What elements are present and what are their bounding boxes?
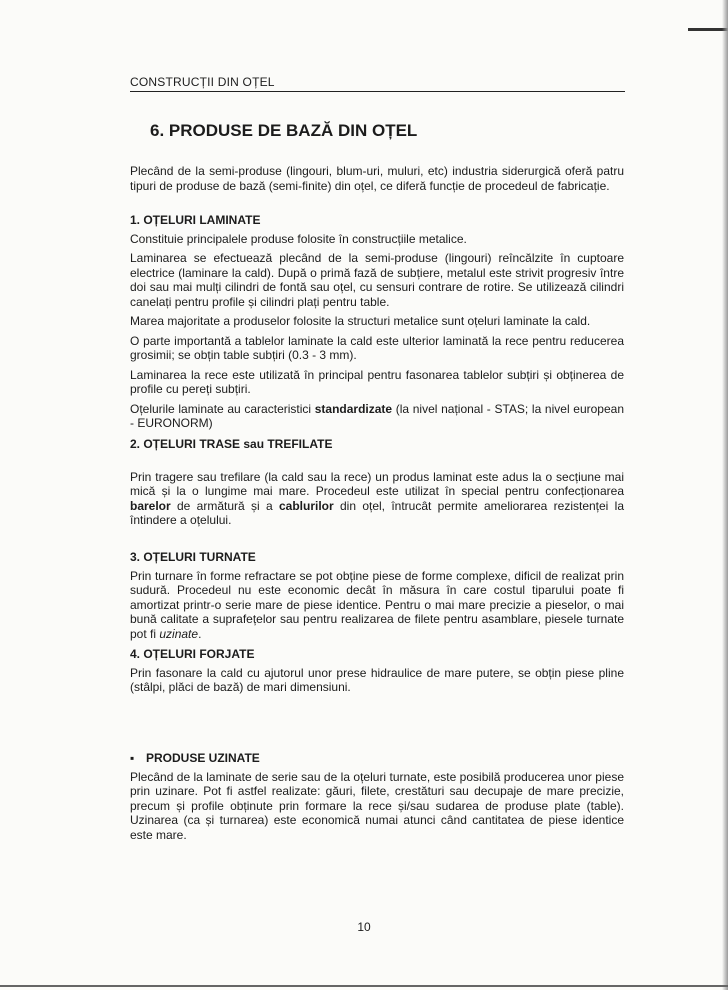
scan-edge-shadow [722,0,728,990]
text-run: Oțelurile laminate au caracteristici [130,401,315,416]
text-run: de armătură și a [170,498,279,513]
section-heading: 4. OȚELURI FORJATE [130,647,255,661]
text-run: Prin tragere sau trefilare (la cald sau la rece) un produs laminat este adus la o secțiune mai mică și la o lungime mai mare. Procedeul este utilizat în special pentru confecționarea [130,469,624,498]
text-run: (la nivel național - STAS; la nivel european - EURONORM) [130,401,624,430]
chapter-title: 6. PRODUSE DE BAZĂ DIN OȚEL [150,121,418,140]
italic-term: uzinate [159,626,199,641]
bold-term: barelor [130,498,171,513]
section-heading: 2. OȚELURI TRASE sau TREFILATE [130,437,333,451]
page-number: 10 [357,920,371,934]
intro-paragraph: Plecând de la semi-produse (lingouri, blum-uri, muluri, etc) industria siderurgică oferă patru tipuri de produse de bază (semi-finite) din oțel, ce diferă funcție de procedeul de fabricație. [130,164,624,193]
bold-term: standardizate [314,401,393,416]
paragraph: Marea majoritate a produselor folosite la structuri metalice sunt oțeluri laminate la cald. [130,314,591,328]
paragraph: O parte importantă a tablelor laminate la cald este ulterior laminată la rece pentru reducerea grosimii; se obțin table subțiri (0.3 - 3 mm). [130,333,624,362]
paragraph [130,470,624,528]
bold-term: cablurilor [278,498,334,513]
paragraph [130,402,624,431]
paragraph: Laminarea se efectuează plecând de la semi-produse (lingouri) reîncălzite în cuptoare electrice (laminare la cald). După o primă fază de subțiere, metalul este strivit progresiv între doi sau mai mulți cilindri de fontă sau oțel, cu sensuri contrare de rotire. Se utilizează cilindri canelați pentru profile și cilindri plați pentru table. [130,251,624,309]
paragraph: Plecând de la laminate de serie sau de la oțeluri turnate, este posibilă producerea unor piese prin uzinare. Pot fi astfel realizate: găuri, filete, crestături sau decupaje de mare precizie, precum și profile obținute prin formare la rece și/sau sudarea de produse plate (table). Uzinarea (ca și turnarea) este economică numai atunci când cantitatea de piese identice este mare. [130,769,624,842]
section-heading-label: PRODUSE UZINATE [146,751,260,765]
text-run: din oțel, întrucât permite ameliorarea rezistenței la întindere a oțelului. [130,498,625,527]
paragraph: Constituie principalele produse folosite în construcțiile metalice. [130,231,467,246]
section-machined-products [130,751,624,847]
section-heading: 3. OȚELURI TURNATE [130,550,256,564]
running-header: CONSTRUCȚII DIN OȚEL [130,75,625,92]
paragraph: Prin fasonare la cald cu ajutorul unor prese hidraulice de mare putere, se obțin piese pline (stâlpi, plăci de bază) de mari dimensiuni. [130,665,624,694]
bullet-icon: ▪ [130,751,135,765]
paragraph [130,569,624,642]
section-heading: 1. OȚELURI LAMINATE [130,213,261,227]
section-forged-steel [130,647,624,700]
section-laminated-steel [130,213,624,436]
section-drawn-steel [130,437,624,533]
intro-section [130,164,624,198]
section-cast-steel [130,550,624,646]
text-run: . [198,626,202,641]
paragraph: Laminarea la rece este utilizată în principal pentru fasonarea tablelor subțiri și obținerea de profile cu pereți subțiri. [130,367,624,396]
section-heading [130,751,624,766]
scan-bottom-edge [0,985,728,987]
text-run: Prin turnare în forme refractare se pot obține piese de forme complexe, dificil de realizat prin sudură. Procedeul nu este economic decât în măsura în care costul tiparului poate fi amortizat printr-o serie mare de piese identice. Pentru o mai mare precizie a pieselor, o mai bună calitate a suprafețelor sau pentru realizarea de filete pentru asamblare, piesele turnate pot fi [130,568,624,641]
